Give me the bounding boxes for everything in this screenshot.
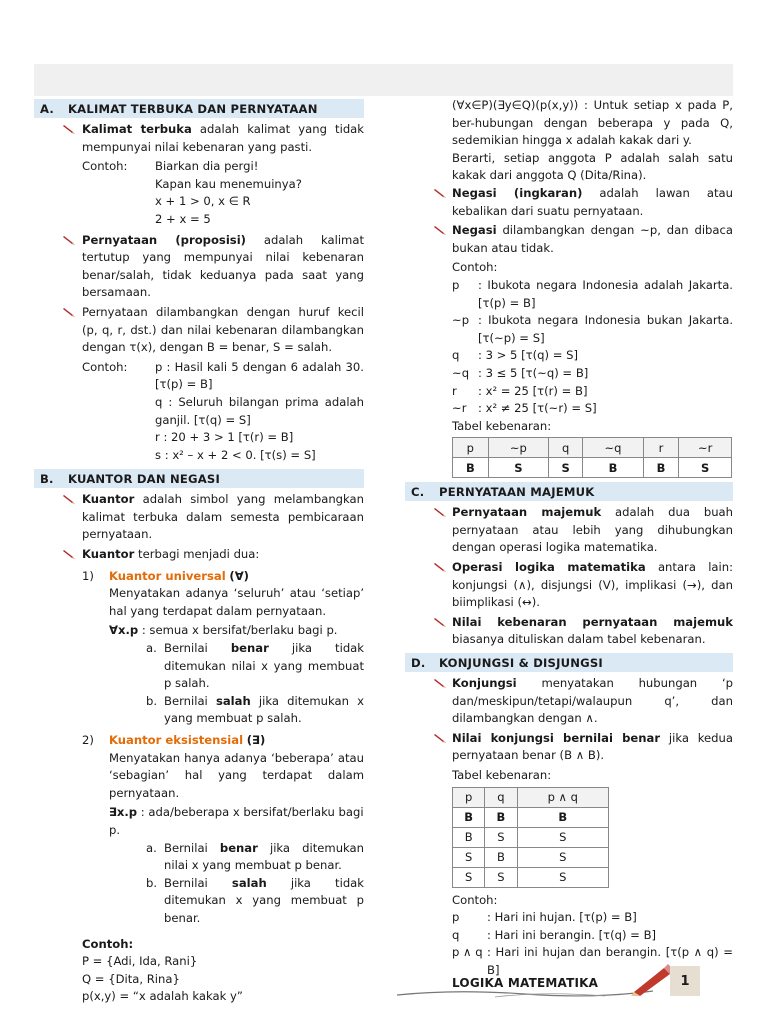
pencil-bullet-icon <box>434 188 447 199</box>
section-a-heading: A. KALIMAT TERBUKA DAN PERNYATAAN <box>34 99 364 118</box>
negasi-example: r : x² = 25 [τ(r) = B] <box>452 383 588 398</box>
pencil-bullet-icon <box>63 549 76 560</box>
quantifier-example: (∀x∈P)(∃y∈Q)(p(x,y)) : Untuk setiap x pada P, ber-hubungan dengan beberapa y pada Q, sedemikian hingga x adalah kakak dari y. <box>452 98 733 148</box>
right-column <box>405 97 733 980</box>
bullet-kuantor-terbagi: Kuantor terbagi menjadi dua: <box>34 546 364 564</box>
contoh-label: Contoh: <box>452 260 498 275</box>
negasi-example: q : 3 > 5 [τ(q) = S] <box>452 348 578 363</box>
bullet-lambang: Pernyataan dilambangkan dengan huruf kecil (p, q, r, dst.) dan nilai kebenaran dilambangkan dengan τ(x), dengan B = benar, S = salah. <box>34 304 364 357</box>
table-header-row: p q p ∧ q <box>453 787 609 807</box>
conjunction-truth-table <box>452 787 609 888</box>
pencil-bullet-icon <box>434 617 447 628</box>
pencil-icon <box>630 962 674 996</box>
pencil-bullet-icon <box>434 225 447 236</box>
section-b-heading: B. KUANTOR DAN NEGASI <box>34 469 364 488</box>
bullet-pernyataan-majemuk: Pernyataan majemuk adalah dua buah pernyataan atau lebih yang dihubungkan dengan operasi logika matematika. <box>405 504 733 557</box>
table-row: B S S B B S <box>453 458 732 478</box>
negasi-example: ~q : 3 ≤ 5 [τ(~q) = B] <box>452 365 589 380</box>
negasi-example: ~r : x² ≠ 25 [τ(~r) = S] <box>452 401 597 416</box>
contoh-title: Contoh: <box>82 936 134 951</box>
kuantor-universal-heading: 1) Kuantor universal (∀) <box>82 568 249 583</box>
footer-title: LOGIKA MATEMATIKA <box>452 976 599 990</box>
table-header-row: p ~p q ~q r ~r <box>453 438 732 458</box>
pencil-bullet-icon <box>434 562 447 573</box>
kuantor-universal-desc: Menyatakan adanya ‘seluruh’ atau ‘setiap’ hal yang terdapat dalam pernyataan. <box>109 586 364 618</box>
contoh-line: P = {Adi, Ida, Rani} <box>82 954 198 969</box>
example-block-2: Contoh: p : Hasil kali 5 dengan 6 adalah 30. [τ(p) = B] q : Seluruh bilangan prima adalah ganjil. [τ(q) = S] r : 20 + 3 > 1 [τ(r) = B] s : x² – x + 2 < 0. [τ(s) = S] <box>82 359 364 462</box>
kuantor-eksistensial-a: a. Bernilai benar jika ditemukan nilai x yang membuat p benar. <box>146 840 365 873</box>
tabel-label: Tabel kebenaran: <box>452 768 552 782</box>
pencil-bullet-icon <box>63 235 76 246</box>
section-c-heading: C. PERNYATAAN MAJEMUK <box>405 482 733 501</box>
konjungsi-example: p ∧ q : Hari ini hujan dan berangin. [τ(p ∧ q) = B] <box>452 945 733 977</box>
page-number: 1 <box>670 966 700 996</box>
kuantor-universal-notation: ∀x.p : semua x bersifat/berlaku bagi p. <box>109 623 338 638</box>
pencil-bullet-icon <box>63 494 76 505</box>
kuantor-eksistensial-b: b. Bernilai salah jika tidak ditemukan x yang membuat p benar. <box>146 875 365 925</box>
contoh-label: Contoh: <box>452 892 498 907</box>
konjungsi-example: q : Hari ini berangin. [τ(q) = B] <box>452 927 657 942</box>
konjungsi-example: p : Hari ini hujan. [τ(p) = B] <box>452 910 637 925</box>
pencil-bullet-icon <box>434 678 447 689</box>
contoh-line: p(x,y) = “x adalah kakak y” <box>82 989 243 1004</box>
tabel-label: Tabel kebenaran: <box>452 418 552 433</box>
table-row: S B S <box>453 847 609 867</box>
negasi-example: p : Ibukota negara Indonesia adalah Jakarta. [τ(p) = B] <box>452 277 733 310</box>
negation-truth-table <box>452 437 732 478</box>
kuantor-eksistensial-notation: ∃x.p : ada/beberapa x bersifat/berlaku bagi p. <box>109 805 364 837</box>
negasi-example: ~p : Ibukota negara Indonesia bukan Jakarta. [τ(~p) = S] <box>452 313 733 345</box>
kuantor-universal-a: a. Bernilai benar jika tidak ditemukan nilai x yang membuat p salah. <box>146 641 365 691</box>
bullet-nilai-kebenaran: Nilai kebenaran pernyataan majemuk biasanya dituliskan dalam tabel kebenaran. <box>405 614 733 649</box>
bullet-operasi-logika: Operasi logika matematika antara lain: konjungsi (∧), disjungsi (V), implikasi (→), dan biimplikasi (↔). <box>405 559 733 612</box>
bullet-pernyataan: Pernyataan (proposisi) adalah kalimat tertutup yang mempunyai nilai kebenaran benar/salah, tidak keduanya pada saat yang bersamaan. <box>34 232 364 302</box>
section-d-heading: D. KONJUNGSI & DISJUNGSI <box>405 653 733 672</box>
pencil-bullet-icon <box>434 507 447 518</box>
bullet-kuantor: Kuantor adalah simbol yang melambangkan kalimat terbuka dalam semesta pembicaraan pernyataan. <box>34 491 364 544</box>
kuantor-eksistensial-desc: Menyatakan hanya adanya ‘beberapa’ atau ‘sebagian’ hal yang terdapat dalam pernyataan. <box>109 750 364 800</box>
bullet-konjungsi: Konjungsi menyatakan hubungan ‘p dan/meskipun/tetapi/walaupun q’, dan dilambangkan dengan ∧. <box>405 675 733 728</box>
example-block: Contoh: Biarkan dia pergi! Kapan kau menemuinya? x + 1 > 0, x ∈ R 2 + x = 5 <box>82 159 302 226</box>
header-band <box>34 64 733 96</box>
pencil-bullet-icon <box>434 733 447 744</box>
bullet-negasi-ingkaran: Negasi (ingkaran) adalah lawan atau kebalikan dari suatu pernyataan. <box>405 185 733 220</box>
contoh-line: Q = {Dita, Rina} <box>82 971 180 986</box>
table-row: B S S <box>453 827 609 847</box>
bullet-negasi-lambang: Negasi dilambangkan dengan ~p, dan dibaca bukan atau tidak. <box>405 222 733 257</box>
table-row: B B B <box>453 807 609 827</box>
pencil-bullet-icon <box>63 124 76 135</box>
berarti-text: Berarti, setiap anggota P adalah salah satu kakak dari anggota Q (Dita/Rina). <box>452 150 733 183</box>
kuantor-eksistensial-heading: 2) Kuantor eksistensial (∃) <box>82 733 266 747</box>
left-column <box>34 99 364 1006</box>
kuantor-universal-b: b. Bernilai salah jika ditemukan x yang membuat p salah. <box>146 693 364 726</box>
pencil-bullet-icon <box>63 307 76 318</box>
bullet-kalimat-terbuka: Kalimat terbuka adalah kalimat yang tidak mempunyai nilai kebenaran yang pasti. <box>34 121 364 156</box>
bullet-nilai-konjungsi: Nilai konjungsi bernilai benar jika kedua pernyataan benar (B ∧ B). <box>405 730 733 765</box>
table-row: S S S <box>453 867 609 887</box>
